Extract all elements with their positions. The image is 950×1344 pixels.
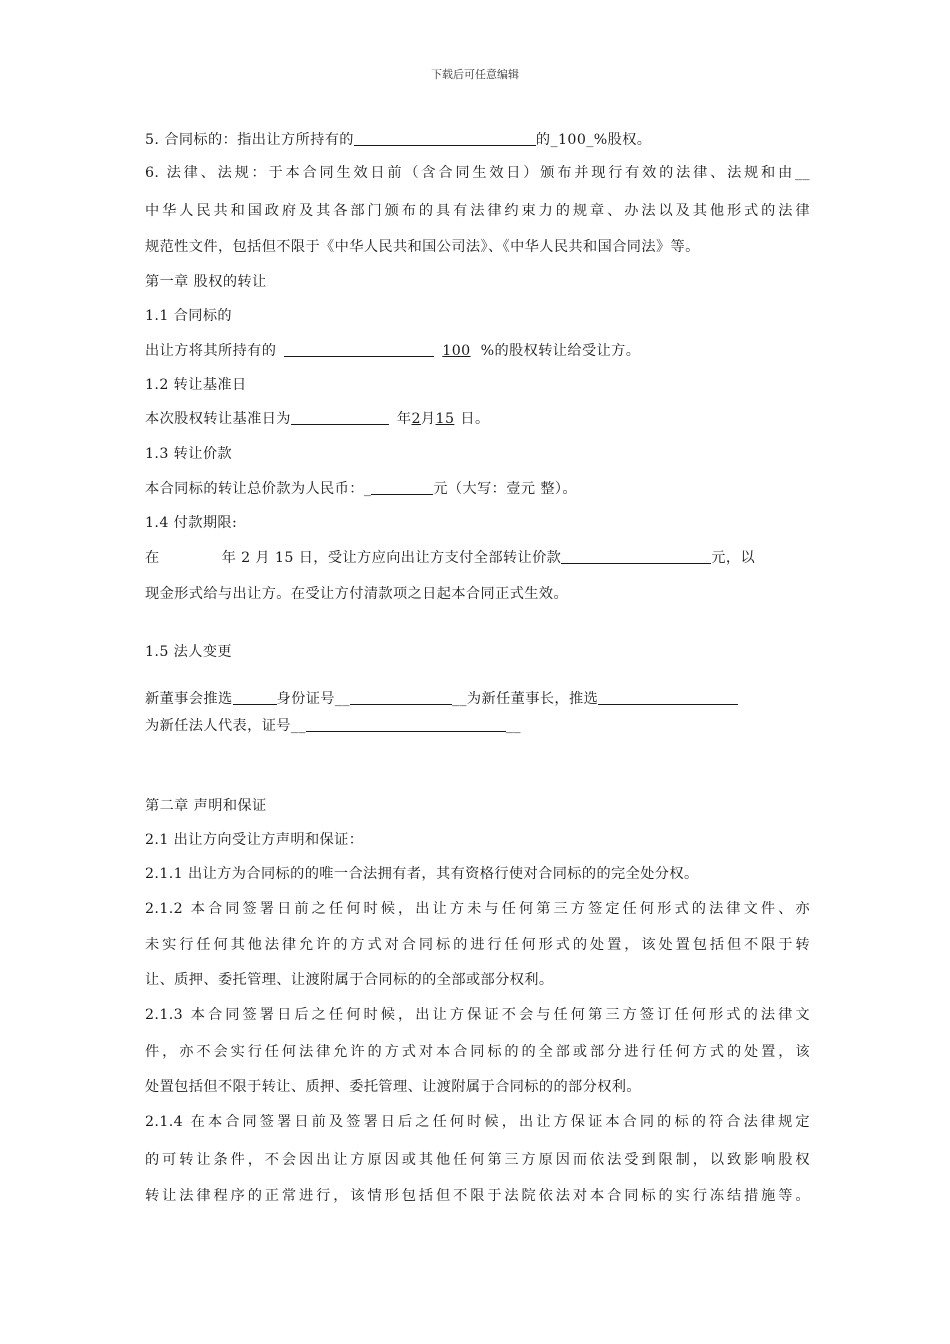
month-value: 2: [411, 411, 421, 427]
section-1-3-text: 本合同标的转让总价款为人民币：_: [145, 481, 372, 497]
section-1-4-title: 1.4 付款期限:: [145, 515, 238, 531]
dash-1: __: [334, 691, 350, 707]
section-1-5-line-1: [145, 689, 810, 709]
item-5: [145, 130, 810, 150]
section-1-5-text-b: 身份证号: [276, 691, 335, 707]
section-2-1-2-line-1: 2.1.2 本合同签署日前之任何时候，出让方未与任何第三方签定任何形式的法律文件、亦: [145, 901, 810, 917]
section-1-4-text-c: 元，以: [711, 550, 756, 566]
section-2-1-4-line-2: 的可转让条件，不会因出让方原因或其他任何第三方原因而依法受到限制，以致影响股权: [145, 1152, 810, 1168]
chairman-blank: [233, 689, 277, 705]
section-1-1-text: 出让方将其所持有的: [145, 343, 277, 359]
section-1-5-text-d: 为新任法人代表，证号: [145, 718, 291, 734]
page-header: 下载后可任意编辑: [431, 68, 519, 81]
item-5-tail: 的_100_%股权。: [535, 132, 652, 148]
section-1-1-blank: [284, 341, 434, 357]
section-1-4-text-b: 年 2 月 15 日，受让方应向出让方支付全部转让价款: [221, 550, 562, 566]
section-1-3-title: 1.3 转让价款: [145, 446, 233, 462]
section-1-5-title: 1.5 法人变更: [145, 644, 233, 660]
section-1-4-blank: [561, 548, 711, 564]
section-1-3-tail: 元（大写：壹元 整）。: [433, 481, 577, 497]
chapter-2-title: 第二章 声明和保证: [145, 798, 267, 814]
section-1-2-title: 1.2 转让基准日: [145, 377, 247, 393]
section-1-4-line-2: 现金形式给与出让方。在受让方付清款项之日起本合同正式生效。: [145, 586, 569, 602]
item-5-blank: [354, 130, 536, 146]
section-2-1-4-line-1: 2.1.4 在本合同签署日前及签署日后之任何时候，出让方保证本合同的标的符合法律规定: [145, 1114, 810, 1130]
section-2-1-3-line-3: 处置包括但不限于转让、质押、委托管理、让渡附属于合同标的的部分权利。: [145, 1079, 641, 1095]
day-value: 15: [435, 411, 455, 427]
item-6-line-3: 规范性文件，包括但不限于《中华人民共和国公司法》、《中华人民共和国合同法》等。: [145, 239, 700, 255]
day-label: 日。: [460, 411, 490, 427]
section-1-5-text-c: 为新任董事长，推选: [466, 691, 599, 707]
section-2-1-1: 2.1.1 出让方为合同标的的唯一合法拥有者，其有资格行使对合同标的的完全处分权。: [145, 866, 699, 882]
chapter-1-title: 第一章 股权的转让: [145, 274, 267, 290]
section-1-5-line-2: [145, 716, 810, 736]
section-1-3-blank: [371, 479, 433, 495]
item-5-text: 5. 合同标的：指出让方所持有的: [145, 132, 354, 148]
section-1-2-year-blank: [291, 409, 389, 425]
legal-rep-blank: [598, 689, 738, 705]
section-1-1-percent: 100: [442, 343, 471, 359]
dash-2: __: [451, 691, 467, 707]
section-1-4-text-a: 在: [145, 550, 160, 566]
section-1-1-tail: %的股权转让给受让方。: [480, 343, 641, 359]
section-2-1-3-line-2: 件，亦不会实行任何法律允许的方式对本合同标的的全部或部分进行任何方式的处置，该: [145, 1044, 810, 1060]
year-label: 年: [396, 411, 412, 427]
section-1-3-body: [145, 479, 810, 499]
month-label: 月: [420, 411, 436, 427]
section-1-2-text: 本次股权转让基准日为: [145, 411, 291, 427]
section-1-2-body: [145, 409, 810, 429]
section-1-5-text-a: 新董事会推选: [145, 691, 233, 707]
item-6-line-2: 中华人民共和国政府及其各部门颁布的具有法律约束力的规章、办法以及其他形式的法律: [145, 203, 810, 219]
section-2-1: 2.1 出让方向受让方声明和保证：: [145, 832, 364, 848]
section-1-1-title: 1.1 合同标的: [145, 308, 233, 324]
dash-3: __: [290, 718, 306, 734]
dash-4: __: [505, 718, 521, 734]
section-2-1-2-line-2: 未实行任何其他法律允许的方式对合同标的进行任何形式的处置，该处置包括但不限于转: [145, 937, 810, 953]
section-2-1-4-line-3: 转让法律程序的正常进行，该情形包括但不限于法院依法对本合同标的实行冻结措施等。: [145, 1188, 810, 1204]
section-1-4-line-1: [145, 548, 810, 568]
id-number-blank: [350, 689, 452, 705]
section-1-1-body: [145, 341, 810, 361]
legal-rep-id-blank: [306, 716, 506, 732]
section-2-1-3-line-1: 2.1.3 本合同签署日后之任何时候，出让方保证不会与任何第三方签订任何形式的法律文: [145, 1007, 810, 1023]
section-2-1-2-line-3: 让、质押、委托管理、让渡附属于合同标的的全部或部分权利。: [145, 972, 554, 988]
item-6-line-1: 6. 法律、法规：于本合同生效日前（含合同生效日）颁布并现行有效的法律、法规和由__: [145, 165, 810, 181]
